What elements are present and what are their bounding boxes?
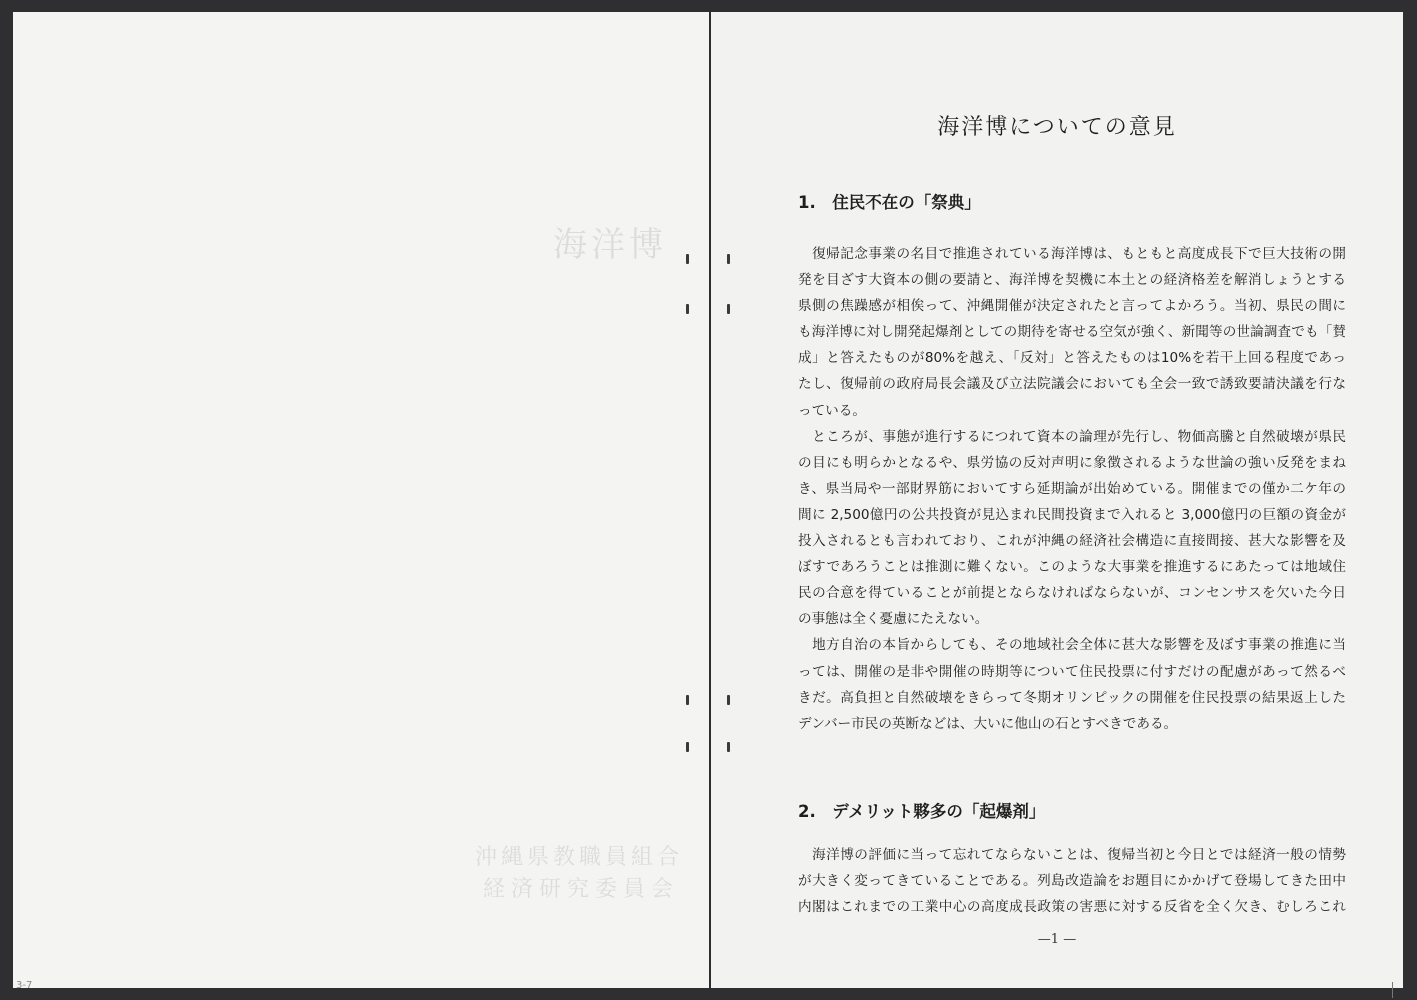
body-line: の目にも明らかとなるや、県労協の反対声明に象徴されるような世論の強い反発をまね — [798, 454, 1346, 471]
page-number: —1 — — [1037, 932, 1077, 947]
body-line: ところが、事態が進行するにつれて資本の論理が先行し、物価高騰と自然破壊が県民 — [798, 428, 1346, 445]
body-line: 内閣はこれまでの工業中心の高度成長政策の害悪に対する反省を全く欠き、むしろこれ — [798, 899, 1346, 916]
body-line: 海洋博の評価に当って忘れてならないことは、復帰当初と今日とでは経済一般の情勢 — [798, 847, 1346, 863]
staple-hole — [686, 254, 689, 264]
staple-hole — [727, 695, 730, 705]
body-line: 成」と答えたものが80%を越え、「反対」と答えたものは10%を若干上回る程度であっ — [798, 350, 1346, 367]
section-2-heading: 2. デメリット夥多の「起爆剤」 — [798, 802, 1046, 821]
body-line: が大きく変ってきていることである。列島改造論をお題目にかかげて登場してきた田中 — [798, 873, 1346, 890]
body-line: き、県当局や一部財界筋においてすら延期論が出始めている。開催までの僅か二ケ年の — [798, 480, 1346, 497]
document-title: 海洋博についての意見 — [937, 115, 1177, 140]
body-line: 間に 2,500億円の公共投資が見込まれ民間投資まで入れると 3,000億円の巨額の資金が — [798, 506, 1346, 523]
body-line: 投入されるとも言われており、これが沖縄の経済社会構造に直接間接、甚大な影響を及 — [798, 533, 1346, 550]
staple-hole — [727, 742, 730, 752]
body-line: も海洋博に対し開発起爆剤としての期待を寄せる空気が強く、新聞等の世論調査でも「賛 — [798, 324, 1346, 341]
body-line: 県側の焦躁感が相俟って、沖縄開催が決定されたと言ってよかろう。当初、県民の間に — [798, 298, 1346, 315]
staple-hole — [686, 695, 689, 705]
staple-hole — [686, 304, 689, 314]
staple-hole — [727, 254, 730, 264]
bleed-through-title: 海洋博 — [553, 225, 667, 265]
right-page — [711, 12, 1403, 988]
edge-mark — [1392, 982, 1393, 998]
section-1-body — [798, 241, 1346, 737]
section-1-heading: 1. 住民不在の「祭典」 — [798, 193, 981, 212]
staple-hole — [686, 742, 689, 752]
left-page — [13, 12, 709, 991]
body-line: 発を目ざす大資本の側の要請と、海洋博を契機に本土との経済格差を解消しょうとする — [798, 272, 1346, 289]
body-line: デンバー市民の英断などは、大いに他山の石とすべきである。 — [798, 715, 1178, 732]
body-line: 民の合意を得ていることが前提とならなければならないが、コンセンサスを欠いた今日 — [798, 585, 1346, 602]
staple-hole — [727, 304, 730, 314]
body-line: の事態は全く憂慮にたえない。 — [798, 611, 989, 628]
pencil-mark: 3-7 — [16, 980, 33, 991]
body-line: っては、開催の是非や開催の時期等について住民投票に付すだけの配慮があって然るべ — [798, 663, 1346, 680]
body-line: 復帰記念事業の名目で推進されている海洋博は、もともと高度成長下で巨大技術の開 — [798, 246, 1346, 262]
body-line: 地方自治の本旨からしても、その地域社会全体に甚大な影響を及ぼす事業の推進に当 — [798, 637, 1346, 654]
body-line: っている。 — [798, 402, 866, 419]
body-line: ぼすであろうことは推測に難くない。このような大事業を推進するにあたっては地域住 — [798, 559, 1346, 576]
section-2-body — [798, 842, 1346, 920]
body-line: たし、復帰前の政府局長会議及び立法院議会においても全会一致で誘致要請決議を行な — [798, 376, 1346, 393]
body-line: きだ。高負担と自然破壊をきらって冬期オリンピックの開催を住民投票の結果返上した — [798, 689, 1346, 706]
bleed-through-org-line1: 沖縄県教職員組合 — [475, 845, 684, 870]
bleed-through-org-line2: 経済研究委員会 — [483, 877, 680, 902]
